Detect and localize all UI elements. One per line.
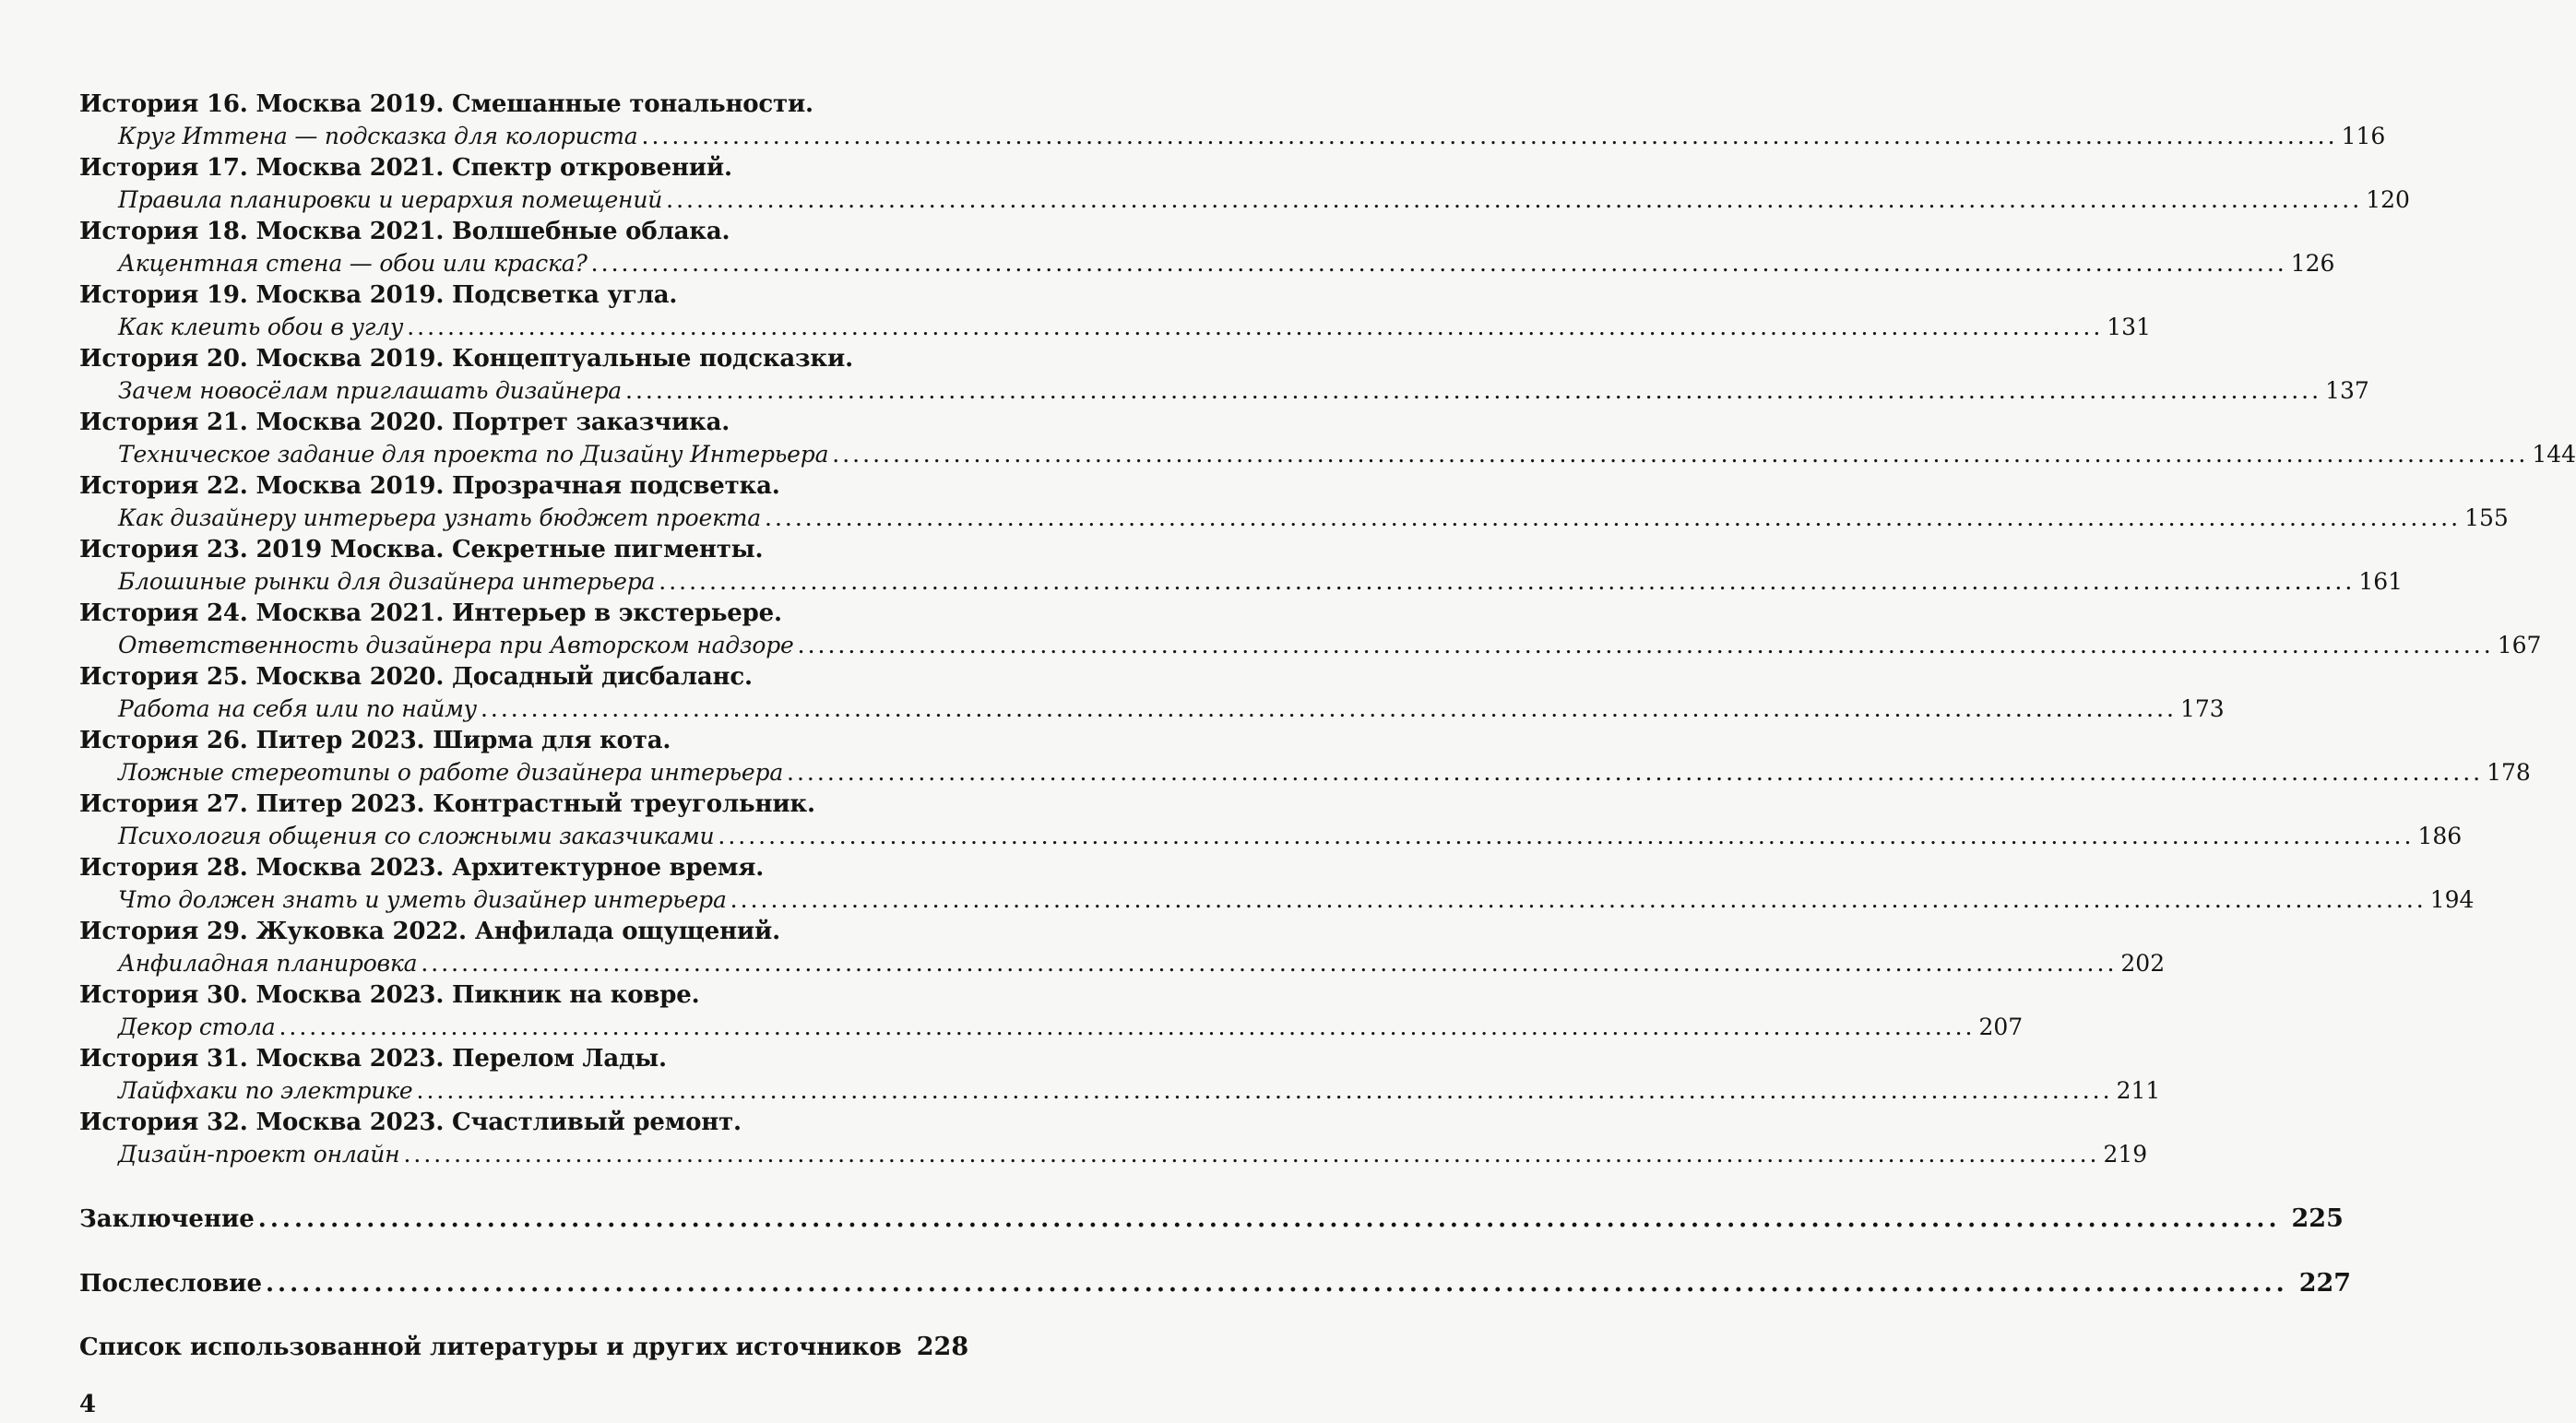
back-matter-entry [79, 1204, 2344, 1236]
story-subtitle-row [79, 757, 2531, 789]
story-subtitle-row [79, 821, 2463, 853]
story-subtitle-row [79, 630, 2542, 662]
story-subtitle-row [79, 1075, 2161, 1108]
story-subtitle: Круг Иттена — подсказка для колориста [118, 122, 638, 149]
toc-entry [79, 407, 2576, 470]
story-title: История 24. Москва 2021. Интерьер в экстерьере. [79, 599, 782, 627]
page-ref: 137 [2325, 376, 2369, 404]
dot-leader [787, 757, 2483, 789]
page-ref: 211 [2116, 1076, 2161, 1104]
story-subtitle: Зачем новосёлам приглашать дизайнера [118, 376, 622, 404]
back-matter-title: Заключение [79, 1205, 255, 1233]
table-of-contents [79, 89, 2576, 1364]
page-ref: 116 [2341, 122, 2386, 149]
dot-leader [421, 948, 2117, 980]
page-ref: 155 [2464, 504, 2509, 531]
dot-leader [730, 884, 2427, 917]
page-ref: 120 [2366, 185, 2410, 213]
toc-entry [79, 598, 2542, 661]
story-subtitle: Правила планировки и иерархия помещений [118, 185, 663, 213]
story-subtitle: Ложные стереотипы о работе дизайнера интерьера [118, 758, 784, 786]
story-subtitle-row [79, 312, 2151, 344]
story-title: История 32. Москва 2023. Счастливый ремонт. [79, 1109, 742, 1136]
story-title: История 18. Москва 2021. Волшебные облака. [79, 218, 730, 245]
back-matter-list [79, 1204, 2352, 1364]
back-matter-title: Список использованной литературы и других источников [79, 1334, 902, 1361]
story-title: История 20. Москва 2019. Концептуальные подсказки. [79, 345, 853, 373]
story-title: История 21. Москва 2020. Портрет заказчика. [79, 409, 730, 436]
story-title: История 22. Москва 2019. Прозрачная подсветка. [79, 472, 780, 500]
back-matter-entry [79, 1332, 969, 1364]
story-subtitle: Блошиные рынки для дизайнера интерьера [118, 567, 656, 595]
story-title: История 17. Москва 2021. Спектр откровений. [79, 154, 732, 182]
story-title: История 28. Москва 2023. Архитектурное время. [79, 854, 765, 882]
dot-leader [659, 566, 2355, 599]
toc-entry [79, 152, 2410, 216]
toc-entry [79, 979, 2024, 1043]
page-ref: 178 [2487, 758, 2531, 786]
story-subtitle-row [79, 121, 2386, 153]
story-subtitle: Анфиладная планировка [118, 949, 418, 977]
story-subtitle-row [79, 884, 2475, 917]
page-number: 4 [79, 1391, 97, 1418]
page-ref: 186 [2417, 822, 2463, 849]
toc-entry [79, 725, 2531, 789]
page-ref: 144 [2532, 440, 2576, 468]
story-subtitle: Что должен знать и уметь дизайнер интерьера [118, 885, 727, 913]
story-subtitle: Как клеить обои в углу [118, 313, 404, 340]
dot-leader [279, 1012, 1975, 1044]
story-subtitle-row [79, 1012, 2024, 1044]
page-ref: 228 [916, 1333, 969, 1361]
toc-entry [79, 216, 2335, 279]
story-subtitle: Акцентная стена — обои или краска? [118, 249, 588, 277]
toc-entry [79, 89, 2386, 152]
story-subtitle-row [79, 503, 2509, 535]
story-title: История 19. Москва 2019. Подсветка угла. [79, 281, 678, 309]
story-subtitle-row [79, 439, 2576, 471]
story-subtitle: Лайфхаки по электрике [118, 1076, 413, 1104]
story-subtitle: Техническое задание для проекта по Дизайну Интерьера [118, 440, 829, 468]
story-title: История 23. 2019 Москва. Секретные пигменты. [79, 536, 764, 563]
toc-entry [79, 1043, 2161, 1107]
toc-entry [79, 1107, 2148, 1170]
toc-entry [79, 789, 2463, 852]
toc-entry [79, 470, 2509, 534]
story-title: История 31. Москва 2023. Перелом Лады. [79, 1045, 667, 1073]
page-ref: 126 [2290, 249, 2335, 277]
story-subtitle-row [79, 566, 2404, 599]
page-ref: 173 [2180, 694, 2225, 722]
dot-leader [832, 439, 2528, 471]
story-subtitle-row [79, 694, 2225, 726]
page-ref: 161 [2358, 567, 2404, 595]
story-subtitle-row [79, 1139, 2148, 1171]
dot-leader [591, 248, 2287, 280]
page-ref: 227 [2298, 1268, 2352, 1298]
toc-entry [79, 279, 2151, 343]
story-title: История 16. Москва 2019. Смешанные тональности. [79, 90, 813, 118]
page-ref: 219 [2103, 1140, 2148, 1168]
story-title: История 27. Питер 2023. Контрастный треугольник. [79, 790, 815, 818]
dot-leader [666, 184, 2362, 217]
dot-leader [625, 375, 2321, 408]
dot-leader [403, 1139, 2099, 1171]
page-ref: 131 [2107, 313, 2151, 340]
toc-entry [79, 343, 2369, 407]
page-ref: 167 [2497, 631, 2542, 658]
dot-leader [642, 121, 2338, 153]
toc-entry [79, 534, 2404, 598]
toc-entry [79, 661, 2225, 725]
toc-entry [79, 916, 2166, 979]
page-ref: 207 [1978, 1013, 2024, 1040]
story-subtitle-row [79, 248, 2335, 280]
page-ref: 225 [2291, 1204, 2344, 1233]
toc-entry [79, 852, 2475, 916]
page-ref: 194 [2429, 885, 2475, 913]
dot-leader [407, 312, 2103, 344]
dot-leader [258, 1204, 2281, 1236]
story-subtitle: Психология общения со сложными заказчиками [118, 822, 715, 849]
dot-leader [417, 1075, 2113, 1108]
story-list [79, 89, 2576, 1170]
dot-leader [798, 630, 2494, 662]
story-title: История 25. Москва 2020. Досадный дисбаланс. [79, 663, 753, 691]
story-subtitle: Дизайн-проект онлайн [118, 1140, 400, 1168]
page-ref: 202 [2120, 949, 2166, 977]
dot-leader [481, 694, 2177, 726]
story-title: История 30. Москва 2023. Пикник на ковре. [79, 981, 700, 1009]
story-subtitle-row [79, 948, 2166, 980]
dot-leader [765, 503, 2461, 535]
back-matter-title: Послесловие [79, 1269, 262, 1298]
story-subtitle-row [79, 184, 2410, 217]
story-subtitle-row [79, 375, 2369, 408]
story-subtitle: Ответственность дизайнера при Авторском надзоре [118, 631, 794, 658]
story-subtitle: Декор стола [118, 1013, 276, 1040]
dot-leader [266, 1268, 2288, 1300]
story-title: История 29. Жуковка 2022. Анфилада ощущений. [79, 918, 780, 945]
story-subtitle: Как дизайнеру интерьера узнать бюджет проекта [118, 504, 762, 531]
story-title: История 26. Питер 2023. Ширма для кота. [79, 727, 671, 754]
story-subtitle: Работа на себя или по найму [118, 694, 477, 722]
back-matter-entry [79, 1268, 2352, 1300]
dot-leader [718, 821, 2414, 853]
